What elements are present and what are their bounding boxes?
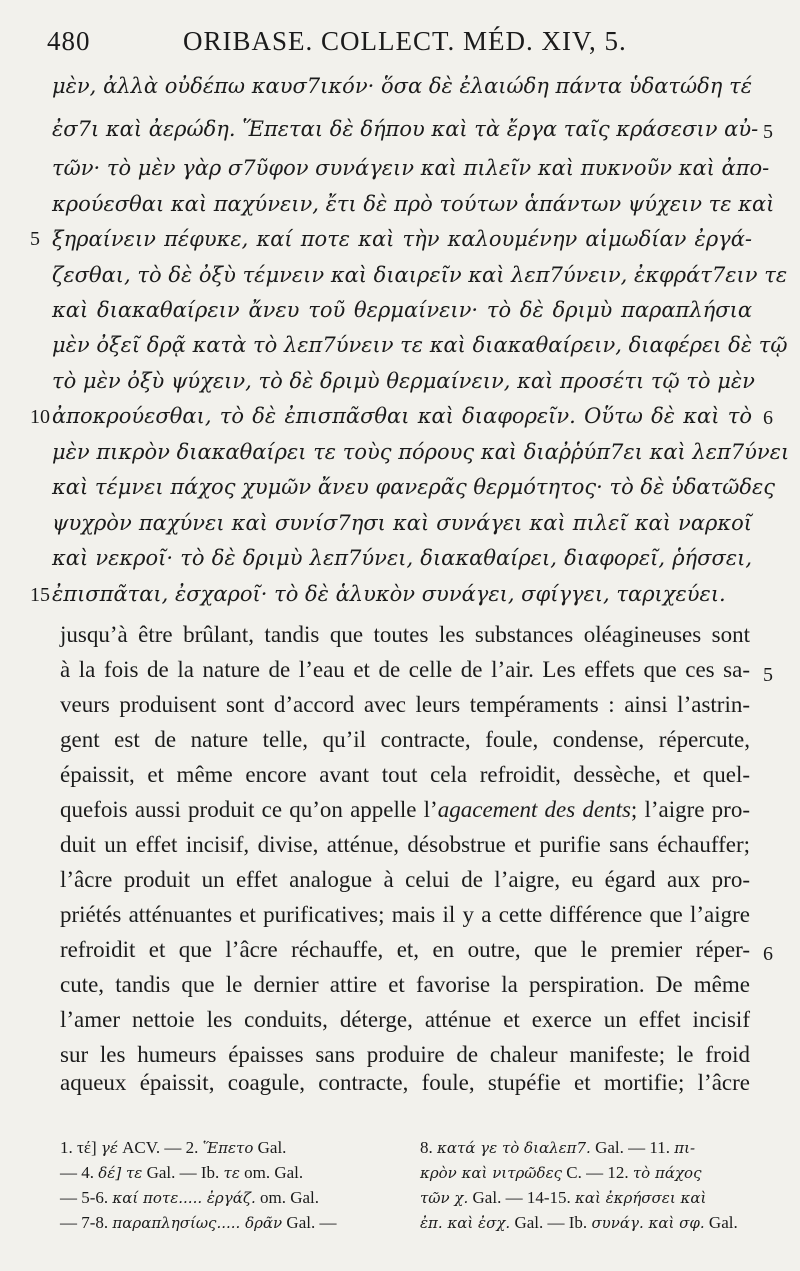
greek-line: καὶ νεκροῖ· τὸ δὲ δριμὺ λεπ7ύνει, διακαθαίρει, διαφορεῖ, ῥήσσει, [52,546,752,570]
footnote-text: Gal. — 11. [590,1138,675,1157]
footnote-greek: τε [223,1164,240,1182]
running-title: ORIBASE. COLLECT. MÉD. XIV, 5. [183,26,627,56]
french-line: jusqu’à être brûlant, tandis que toutes les substances oléagineuses sont [60,622,750,647]
greek-line: ψυχρὸν παχύνει καὶ συνίσ7ησι καὶ συνάγει καὶ πιλεῖ καὶ ναρκοῖ [52,511,752,535]
footnote-greek: καὶ ἐκρήσσει καὶ [575,1189,707,1207]
footnote-text: — 4. [60,1163,99,1182]
footnote-text: Gal. [704,1213,738,1232]
footnote-text: Gal. — Ib. [142,1163,224,1182]
greek-line: ἐπισπᾶται, ἐσχαροῖ· τὸ δὲ ἁλυκὸν συνάγει, σφίγγει, ταριχεύει. [52,582,726,606]
footnote-text: om. Gal. [239,1163,304,1182]
french-line: épaissit, et même encore avant tout cela refroidit, dessèche, et quel- [60,762,750,787]
greek-line: τῶν· τὸ μὲν γὰρ σ7ῦφον συνάγειν καὶ πιλεῖν καὶ πυκνοῦν καὶ ἀπο- [52,156,770,180]
footnote-text: Gal. — [282,1213,337,1232]
french-line: gent est de nature telle, qu’il contracte, foule, condense, répercute, [60,727,750,752]
footnote-text: Gal. [253,1138,287,1157]
footnote-greek: τῶν χ. [420,1189,469,1207]
greek-line: καὶ διακαθαίρειν ἄνευ τοῦ θερμαίνειν· τὸ δὲ δριμὺ παραπλήσια [52,298,752,322]
greek-line: μὲν ὀξεῖ δρᾷ κατὰ τὸ λεπ7ύνειν τε καὶ διακαθαίρειν, διαφέρει δὲ τῷ [52,333,788,357]
footnote-text: — 5-6. [60,1188,113,1207]
french-line: l’amer nettoie les conduits, déterge, atténue et exerce un effet incisif [60,1007,750,1032]
footnote-greek: Ἕπετο [202,1139,254,1157]
french-line: sur les humeurs épaisses sans produire de chaleur manifeste; le froid [60,1042,750,1067]
greek-line: ἀποκρούεσθαι, τὸ δὲ ἐπισπᾶσθαι καὶ διαφορεῖν. Οὕτω δὲ καὶ τὸ [52,404,752,428]
greek-line-number: 5 [30,228,40,250]
greek-margin-number: 5 [763,121,773,143]
french-italic-term: agacement des dents [437,797,631,822]
french-line: aqueux épaissit, coagule, contracte, foule, stupéfie et mortifie; l’âcre [60,1070,750,1095]
footnote-line [420,1213,750,1233]
french-line: duit un effet incisif, divise, atténue, désobstrue et purifie sans échauffer; [60,832,750,857]
footnote-greek: κατά γε τὸ διαλεπ7. [437,1139,591,1157]
footnote-greek: γέ [100,1139,118,1157]
footnote-greek: κρὸν καὶ νιτρῶδες [420,1164,563,1182]
footnote-greek: δέ] τε [98,1164,143,1182]
footnote-text: — 7-8. [60,1213,113,1232]
footnote-text: Gal. — Ib. [510,1213,592,1232]
greek-line: κρούεσθαι καὶ παχύνειν, ἔτι δὲ πρὸ τούτων ἁπάντων ψύχειν τε καὶ [52,192,775,216]
greek-line: τὸ μὲν ὀξὺ ψύχειν, τὸ δὲ δριμὺ θερμαίνειν, καὶ προσέτι τῷ τὸ μὲν [52,369,755,393]
footnote-greek: συνάγ. καὶ σφ. [591,1214,705,1232]
footnote-text: C. — 12. [562,1163,633,1182]
footnote-greek: πι- [674,1139,696,1157]
greek-line: ξηραίνειν πέφυκε, καί ποτε καὶ τὴν καλουμένην αἱμωδίαν ἐργά- [52,227,752,251]
footnote-text: 1. τέ] [60,1138,101,1157]
footnote-line [60,1138,400,1158]
running-header [0,26,800,62]
footnote-line [60,1213,400,1233]
footnote-text: ACV. — 2. [117,1138,203,1157]
french-text: quefois aussi produit ce qu’on appelle l’ [60,797,438,822]
french-line: veurs produisent sont d’accord avec leurs tempéraments : ainsi l’astrin- [60,692,750,717]
footnote-greek: τὸ πάχος [632,1164,702,1182]
french-margin-number: 5 [763,664,773,686]
footnote-line [420,1163,750,1183]
greek-line: ζεσθαι, τὸ δὲ ὀξὺ τέμνειν καὶ διαιρεῖν καὶ λεπ7ύνειν, ἐκφράτ7ειν τε [52,263,788,287]
greek-line: μὲν, ἀλλὰ οὐδέπω καυσ7ικόν· ὅσα δὲ ἐλαιώδη πάντα ὑδατώδη τέ [52,74,752,98]
footnote-text: 8. [420,1138,437,1157]
greek-margin-number: 6 [763,407,773,429]
french-line: à la fois de la nature de l’eau et de celle de l’air. Les effets que ces sa- [60,657,750,682]
footnote-greek: παραπλησίως..... δρᾶν [112,1214,283,1232]
footnote-line [60,1188,400,1208]
greek-line: ἐσ7ι καὶ ἀερώδη. Ἕπεται δὲ δήπου καὶ τὰ ἔργα ταῖς κράσεσιν αὐ- [52,117,759,141]
greek-line: μὲν πικρὸν διακαθαίρει τε τοὺς πόρους καὶ διαῤῥύπ7ει καὶ λεπ7ύνει [52,440,790,464]
french-line: cute, tandis que le dernier attire et favorise la perspiration. De même [60,972,750,997]
french-line: priétés atténuantes et purificatives; mais il y a cette différence que l’aigre [60,902,750,927]
french-line: l’âcre produit un effet analogue à celui de l’aigre, eu égard aux pro- [60,867,750,892]
footnote-text: om. Gal. [255,1188,320,1207]
footnote-line [60,1163,400,1183]
footnote-text: Gal. — 14-15. [468,1188,575,1207]
french-text: ; l’aigre pro- [630,797,750,822]
page-number: 480 [47,26,91,56]
footnote-greek: καί ποτε..... ἐργάζ. [112,1189,256,1207]
french-margin-number: 6 [763,943,773,965]
greek-line-number: 15 [30,584,50,606]
greek-line: καὶ τέμνει πάχος χυμῶν ἄνευ φανερᾶς θερμότητος· τὸ δὲ ὑδατῶδες [52,475,776,499]
french-line: refroidit et que l’âcre réchauffe, et, en outre, que le premier réper- [60,937,750,962]
greek-line-number: 10 [30,406,50,428]
footnote-line [420,1188,750,1208]
footnote-greek: ἐπ. καὶ ἐσχ. [420,1214,511,1232]
footnote-line [420,1138,750,1158]
french-line [60,797,750,823]
